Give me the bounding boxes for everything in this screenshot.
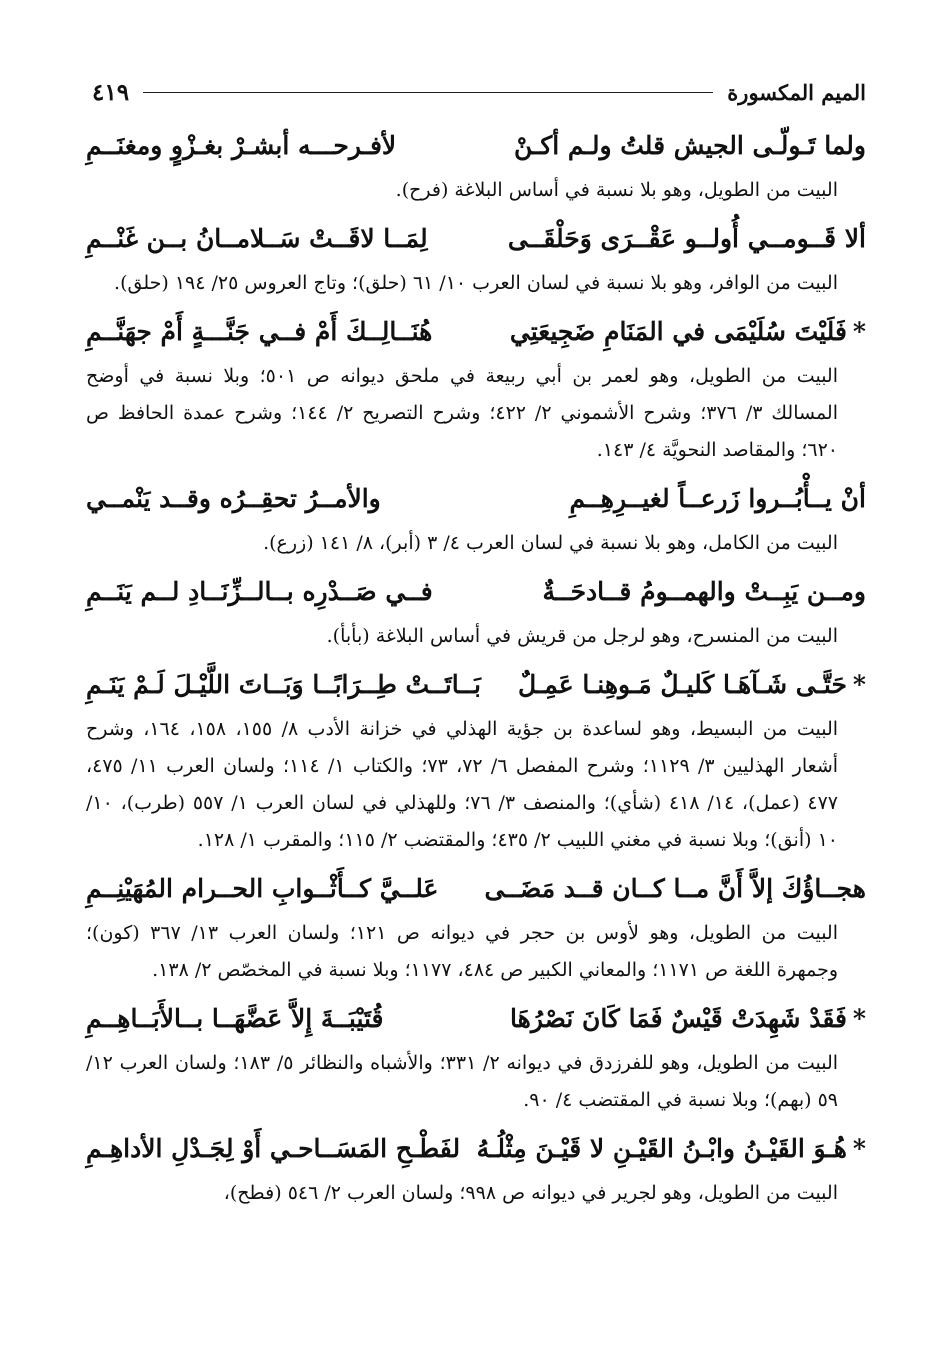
poem-entry-4 xyxy=(86,475,866,562)
verse-line xyxy=(86,1125,866,1175)
second-hemistich: لِمَــا لاقَــتْ سَــلامــانُ بــن غَنْــمِ xyxy=(86,224,428,253)
second-hemistich: قُتَيْبَــةَ إِلاَّ عَضَّهَــا بــالأَبَــاهِــمِ xyxy=(86,1004,384,1033)
first-hemistich: حَتَّـى شَـآهَـا كَليـلٌ مَـوهِنـا عَمِـلٌ xyxy=(518,670,847,699)
running-title: الميم المكسورة xyxy=(727,79,866,105)
starred-verse-marker: * xyxy=(852,1134,866,1163)
first-hemistich: فَقَدْ شَهِدَتْ قَيْسٌ فَمَا كَانَ نَصْرُهَا xyxy=(510,1004,847,1033)
verse-line xyxy=(86,661,866,711)
verse-source-note: البيت من الطويل، وهو بلا نسبة في أساس البلاغة (فرح). xyxy=(395,179,838,201)
first-hemistich: هُـوَ القَيْـنُ وابْـنُ القَيْـنِ لا قَيْـنَ مِثْلُـهُ xyxy=(476,1134,847,1163)
poem-entry-6 xyxy=(86,661,866,859)
poem-entry-8 xyxy=(86,995,866,1119)
verse-line xyxy=(86,308,866,358)
starred-verse-marker: * xyxy=(852,670,866,699)
verse-source-note: البيت من الطويل، وهو لجرير في ديوانه ص ٩٩٨؛ ولسان العرب ٢/ ٥٤٦ (فطح)، xyxy=(223,1182,838,1204)
verse-source-note: البيت من الكامل، وهو بلا نسبة في لسان العرب ٤/ ٣ (أبر)، ٨/ ١٤١ (زرع). xyxy=(263,532,838,554)
page-content xyxy=(86,122,866,1218)
second-hemistich: لفَطْـحِ المَسَــاحـي أَوْ لِجَـدْلِ الأداهِـمِ xyxy=(86,1134,461,1163)
starred-verse-marker: * xyxy=(852,317,866,346)
verse-line xyxy=(86,215,866,265)
second-hemistich: فــي صَــدْرِه بــالــزِّنَــادِ لــم يَنَــمِ xyxy=(86,577,433,606)
verse-source-note: البيت من المنسرح، وهو لرجل من قريش في أساس البلاغة (بأبأ). xyxy=(326,625,838,647)
second-hemistich: لأفـرحـــه أبشـرْ بغـزْوٍ ومغنَــمِ xyxy=(86,131,397,160)
poem-entry-7 xyxy=(86,865,866,989)
verse-line xyxy=(86,995,866,1045)
first-hemistich: هجــاؤُكَ إلاَّ أَنَّ مــا كــان قــد مَضَــى xyxy=(484,874,866,903)
first-hemistich: ومــن يَبِــتْ والهمــومُ قــادحَــةٌ xyxy=(542,577,866,606)
first-hemistich: ألا قَــومــي أُولــو عَقْــرَى وَحَلْقَــى xyxy=(507,224,866,253)
first-hemistich: أنْ يــأْبُــروا زَرعــاً لغيــرِهِــمِ xyxy=(569,484,866,513)
first-hemistich: ولما تَـولّـى الجيش قلتُ ولـم أكـنْ xyxy=(513,131,866,160)
header-rule xyxy=(143,92,713,93)
verse-line xyxy=(86,122,866,172)
verse-source-note: البيت من الطويل، وهو لأوس بن حجر في ديوانه ص ١٢١؛ ولسان العرب ١٣/ ٣٦٧ (كون)؛ وجمهرة اللغة ص ١١٧١؛ والمعاني الكبير ص ٤٨٤، ١١٧٧؛ وبلا نسبة في المخصّص ٢/ ١٣٨. xyxy=(86,922,838,981)
page-number: ٤١٩ xyxy=(92,78,130,106)
verse-source-note: البيت من البسيط، وهو لساعدة بن جؤية الهذلي في خزانة الأدب ٨/ ١٥٥، ١٥٨، ١٦٤، وشرح أشعار الهذليين ٣/ ١١٢٩؛ وشرح المفصل ٦/ ٧٢، ٧٣؛ والكتاب ١/ ١١٤؛ ولسان العرب ١١/ ٤٧٥، ٤٧٧ (عمل)، ١٤/ ٤١٨ (شأي)؛ والمنصف ٣/ ٧٦؛ وللهذلي في لسان العرب ١/ ٥٥٧ (طرب)، ١٠/ ١٠ (أنق)؛ وبلا نسبة في مغني اللبيب ٢/ ٤٣٥؛ والمقتضب ٢/ ١١٥؛ والمقرب ١/ ١٢٨. xyxy=(86,718,839,851)
verse-source-note: البيت من الطويل، وهو لعمر بن أبي ربيعة في ملحق ديوانه ص ٥٠١؛ وبلا نسبة في أوضح المسالك ٣/ ٣٧٦؛ وشرح الأشموني ٢/ ٤٢٢؛ وشرح التصريح ٢/ ١٤٤؛ وشرح عمدة الحافظ ص ٦٢٠؛ والمقاصد النحويَّة ٤/ ١٤٣. xyxy=(86,365,838,461)
poem-entry-3 xyxy=(86,308,866,469)
second-hemistich: والأمــرُ تحقِــرُه وقــد يَنْمــي xyxy=(86,484,381,513)
starred-verse-marker: * xyxy=(852,1004,866,1033)
verse-source-note: البيت من الوافر، وهو بلا نسبة في لسان العرب ١٠/ ٦١ (حلق)؛ وتاج العروس ٢٥/ ١٩٤ (حلق). xyxy=(114,272,838,294)
verse-source-note: البيت من الطويل، وهو للفرزدق في ديوانه ٢/ ٣٣١؛ والأشباه والنظائر ٥/ ١٨٣؛ ولسان العرب ١٢/ ٥٩ (بهم)؛ وبلا نسبة في المقتضب ٤/ ٩٠. xyxy=(86,1052,839,1111)
second-hemistich: بَــاتَــتْ طِــرَابًــا وَبَــاتَ اللَّيْـلَ لَـمْ يَنَـمِ xyxy=(86,670,481,699)
verse-line xyxy=(86,475,866,525)
poem-entry-1 xyxy=(86,122,866,209)
poem-entry-2 xyxy=(86,215,866,302)
second-hemistich: عَلــيَّ كــأَثْــوابِ الحــرام المُهَيْنِــمِ xyxy=(86,874,439,903)
verse-line xyxy=(86,568,866,618)
page-header xyxy=(92,72,866,112)
poem-entry-5 xyxy=(86,568,866,655)
poem-entry-9 xyxy=(86,1125,866,1212)
first-hemistich: فَلَيْتَ سُلَيْمَى في المَنَامِ ضَجِيعَتِي xyxy=(509,317,847,346)
verse-line xyxy=(86,865,866,915)
second-hemistich: هُنَــالِــكَ أَمْ فــي جَنَّـــةٍ أَمْ جهَنَّــمِ xyxy=(86,317,433,346)
